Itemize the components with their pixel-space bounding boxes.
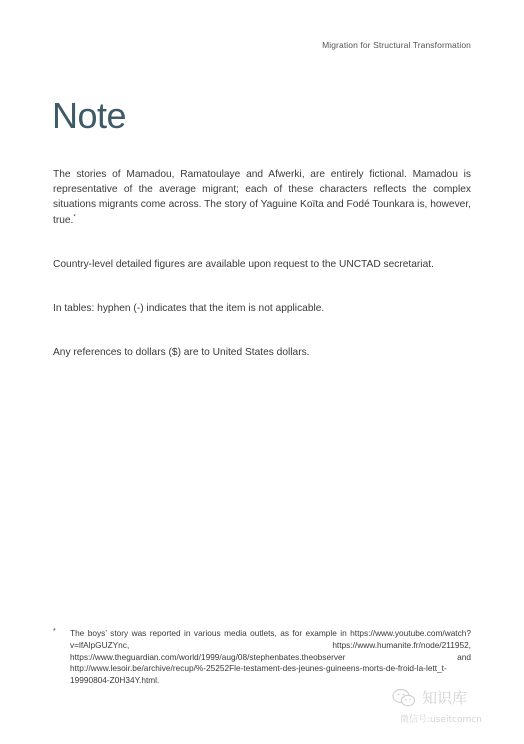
paragraph-fictional-stories-text: The stories of Mamadou, Ramatoulaye and Afwerki, are entirely fictional. Mamadou is representative of the average migrant; each of these characters reflects the complex situations migrants come across. The story of Yaguine Koïta and Fodé Tounkara is, however, true. xyxy=(53,169,471,226)
wechat-icon xyxy=(392,688,416,708)
footnote-reference-marker: * xyxy=(73,214,76,221)
watermark xyxy=(392,686,512,730)
page-title: Note xyxy=(52,95,127,136)
paragraph-tables-hyphen: In tables: hyphen (-) indicates that the item is not applicable. xyxy=(53,303,325,314)
paragraph-dollars: Any references to dollars ($) are to United States dollars. xyxy=(53,347,310,358)
paragraph-fictional-stories xyxy=(53,167,471,228)
watermark-brand: 知识库 xyxy=(422,689,468,707)
paragraph-country-figures: Country-level detailed figures are available upon request to the UNCTAD secretariat. xyxy=(53,259,434,270)
watermark-subtitle: 微信号:useitcomcn xyxy=(400,715,482,725)
footnote-marker: * xyxy=(53,628,56,635)
running-header: Migration for Structural Transformation xyxy=(322,40,471,50)
footnote-text: The boys’ story was reported in various media outlets, as for example in https://www.youtube.com/watch?v=lfAlpGUZYnc, https://www.humanite.fr/node/211952, https://www.theguardian.com/world/1999/aug/08/stephenbates.theobserver and http://www.lesoir.be/archive/recup/%-25252Fle-testament-des-jeunes-guineens-morts-de-froid-la-lett_t-19990804-Z0H34Y.html. xyxy=(70,628,471,686)
